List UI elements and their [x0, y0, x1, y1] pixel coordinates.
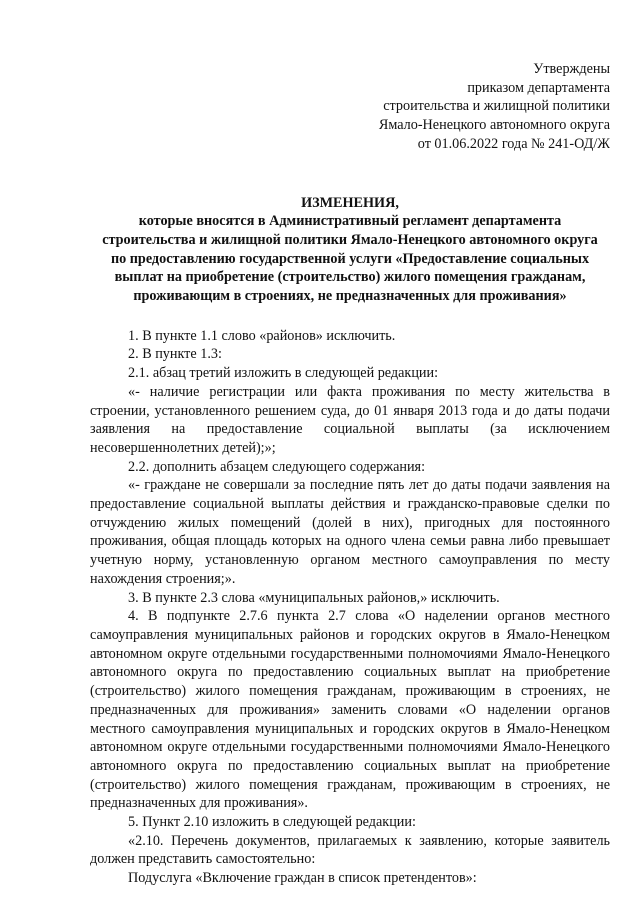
approval-stamp: [90, 60, 610, 154]
paragraph: 1. В пункте 1.1 слово «районов» исключить.: [128, 327, 396, 344]
paragraph: 3. В пункте 2.3 слова «муниципальных районов,» исключить.: [128, 589, 500, 606]
paragraph: «- наличие регистрации или факта проживания по месту жительства в строении, установленного решением суда, до 01 января 2013 года и до даты подачи заявления на предоставление социальной выплаты (за исключением несовершеннолетних детей);»;: [90, 383, 610, 456]
approval-line: строительства и жилищной политики: [383, 98, 610, 115]
paragraph: «2.10. Перечень документов, прилагаемых к заявлению, которые заявитель должен представить самостоятельно:: [90, 832, 610, 868]
approval-line: от 01.06.2022 года № 241-ОД/Ж: [417, 135, 610, 152]
document-heading: [90, 194, 610, 306]
paragraph: Подуслуга «Включение граждан в список претендентов»:: [128, 870, 477, 887]
paragraph: 5. Пункт 2.10 изложить в следующей редакции:: [128, 814, 416, 831]
paragraph: 2. В пункте 1.3:: [128, 346, 222, 363]
document-title: ИЗМЕНЕНИЯ,: [301, 194, 399, 211]
paragraph: 2.2. дополнить абзацем следующего содержания:: [128, 458, 426, 475]
paragraph: «- граждане не совершали за последние пять лет до даты подачи заявления на предоставление социальной выплаты действия и гражданско-правовые сделки по отчуждению жилых помещений (долей в них), пригодных для постоянного проживания, общая площадь которых на одного члена семьи равна либо превышает учетную норму, установленную органом местного самоуправления по месту нахождения строения;».: [90, 477, 610, 587]
paragraph: 2.1. абзац третий изложить в следующей редакции:: [128, 365, 439, 382]
approval-line: Ямало-Ненецкого автономного округа: [378, 117, 610, 134]
document-body: [90, 327, 610, 888]
approval-line: приказом департамента: [467, 79, 610, 96]
paragraph: 4. В подпункте 2.7.6 пункта 2.7 слова «О наделении органов местного самоуправления муниципальных районов и городских округов в Ямало-Ненецком автономном округе отдельными государственными полномочиями Ямало-Ненецкого автономного округа по предоставлению социальных выплат на приобретение (строительство) жилого помещения гражданам, проживающим в строениях, не предназначенных для проживания» заменить словами «О наделении органов местного самоуправления муниципальных и городских округов в Ямало-Ненецком автономном округе отдельными государственными полномочиями Ямало-Ненецкого автономного округа по предоставлению социальных выплат на приобретение (строительство) жилого помещения гражданам, проживающим в строениях, не предназначенных для проживания».: [90, 608, 610, 812]
document-page: [90, 60, 610, 888]
approval-line: Утверждены: [533, 61, 610, 77]
document-subtitle: которые вносятся в Административный регламент департамента строительства и жилищной политики Ямало-Ненецкого автономного округа по предоставлению государственной услуги «Предоставление социальных выплат на приобретение (строительство) жилого помещения гражданам, проживающим в строениях, не предназначенных для проживания»: [102, 213, 598, 305]
